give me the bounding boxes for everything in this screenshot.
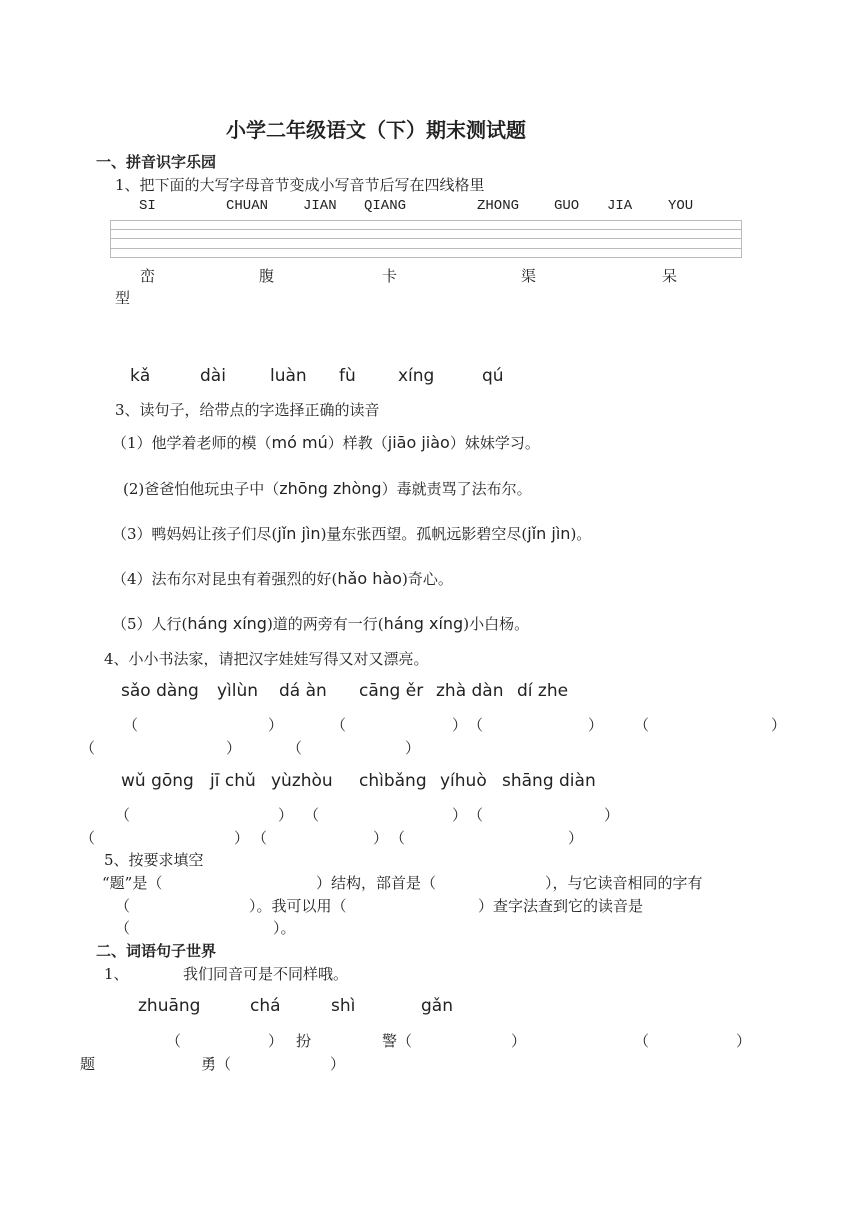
- pinyin-item: luàn: [270, 366, 307, 386]
- char-item: 卡: [382, 267, 398, 285]
- page-title: 小学二年级语文（下）期末测试题: [226, 118, 526, 142]
- pinyin-word: dí zhe: [517, 681, 569, 701]
- paren-open: （: [304, 806, 320, 824]
- paren-close: ）: [268, 716, 284, 734]
- section-heading-2: 二、词语句子世界: [96, 942, 217, 960]
- pinyin-word: sǎo dàng: [121, 681, 199, 701]
- word-char: 勇（: [201, 1055, 232, 1073]
- paren-close: ）: [511, 1032, 527, 1050]
- pinyin-word: wǔ gōng: [121, 771, 194, 791]
- letter-syllable: SI: [139, 198, 156, 214]
- grid-line: [111, 229, 741, 230]
- fill-line-2b: ）。我可以用（: [249, 897, 347, 915]
- char-item: 峦: [140, 267, 156, 285]
- pinyin-word: yíhuò: [440, 771, 487, 791]
- question-5-text: 5、按要求填空: [104, 851, 204, 869]
- paren-open: （: [123, 716, 139, 734]
- fill-line-2c: ）查字法查到它的读音是: [478, 897, 644, 915]
- pinyin-item: qú: [482, 366, 504, 386]
- paren-open: （: [331, 716, 347, 734]
- char-item: 腹: [259, 267, 275, 285]
- fill-line-3b: ）。: [273, 919, 296, 937]
- question-1-text: 1、把下面的大写字母音节变成小写音节后写在四线格里: [115, 176, 485, 194]
- sentence-item-4: （4）法布尔对昆虫有着强烈的好(hǎo hào)奇心。: [112, 569, 453, 588]
- question-3-text: 3、读句子，给带点的字选择正确的读音: [115, 401, 380, 419]
- question-number: 1、: [104, 965, 129, 983]
- pinyin-item: kǎ: [130, 366, 151, 386]
- char-item: 型: [115, 289, 131, 307]
- question-text: 我们同音可是不同样哦。: [183, 965, 349, 983]
- pinyin-word: yùzhòu: [271, 771, 333, 791]
- pinyin-word: zhà dàn: [436, 681, 504, 701]
- fill-line-1c: ），与它读音相同的字有: [545, 874, 703, 892]
- pinyin-item: gǎn: [421, 996, 453, 1016]
- paren-open: （: [252, 829, 268, 847]
- sentence-item-1: （1）他学着老师的模（mó mú）样教（jiāo jiào）妹妹学习。: [112, 433, 540, 452]
- paren-close: ）: [226, 739, 242, 757]
- paren-close: ）: [278, 806, 294, 824]
- paren-open: （: [80, 739, 96, 757]
- paren-close: ）: [330, 1055, 346, 1073]
- letter-syllable: GUO: [554, 198, 580, 214]
- paren-close: ）: [452, 806, 468, 824]
- paren-close: ）: [373, 829, 389, 847]
- word-char: 题: [80, 1055, 96, 1073]
- paren-open: （: [80, 829, 96, 847]
- letter-syllable: JIAN: [303, 198, 337, 214]
- pinyin-item: chá: [250, 996, 281, 1016]
- four-line-grid[interactable]: [110, 220, 742, 258]
- pinyin-word: shāng diàn: [502, 771, 596, 791]
- letter-syllable: CHUAN: [226, 198, 269, 214]
- paren-close: ）: [405, 739, 421, 757]
- letter-syllable: ZHONG: [477, 198, 520, 214]
- sentence-item-3: （3）鸭妈妈让孩子们尽(jǐn jìn)量东张西望。孤帆远影碧空尽(jǐn jìn)。: [112, 524, 592, 543]
- pinyin-word: chìbǎng: [359, 771, 427, 791]
- paren-open: （: [468, 806, 484, 824]
- char-item: 呆: [662, 267, 678, 285]
- paren-open: （: [634, 716, 650, 734]
- paren-open: （: [390, 829, 406, 847]
- section-heading-1: 一、拼音识字乐园: [96, 153, 217, 171]
- fill-line-2a: （: [115, 897, 131, 915]
- word-char: 扮: [296, 1032, 312, 1050]
- paren-open: （: [468, 716, 484, 734]
- pinyin-item: dài: [200, 366, 226, 386]
- pinyin-item: shì: [331, 996, 356, 1016]
- letter-syllable: JIA: [607, 198, 633, 214]
- question-4-text: 4、小小书法家，请把汉字娃娃写得又对又漂亮。: [104, 650, 429, 668]
- paren-close: ）: [268, 1032, 284, 1050]
- pinyin-item: zhuāng: [138, 996, 201, 1016]
- fill-line-3a: （: [115, 919, 131, 937]
- sentence-item-5: （5）人行(háng xíng)道的两旁有一行(háng xíng)小白杨。: [112, 614, 530, 633]
- paren-close: ）: [604, 806, 620, 824]
- char-item: 渠: [521, 267, 537, 285]
- paren-close: ）: [234, 829, 250, 847]
- letter-syllable: QIANG: [364, 198, 407, 214]
- word-char: 警（: [382, 1032, 413, 1050]
- grid-line: [111, 238, 741, 239]
- letter-syllable: YOU: [668, 198, 694, 214]
- paren-close: ）: [736, 1032, 752, 1050]
- fill-line-1b: ）结构，部首是（: [316, 874, 437, 892]
- pinyin-word: cāng ěr: [359, 681, 424, 701]
- paren-open: （: [166, 1032, 182, 1050]
- pinyin-word: jī chǔ: [210, 771, 256, 791]
- pinyin-word: dá àn: [279, 681, 327, 701]
- pinyin-word: yìlùn: [217, 681, 259, 701]
- paren-close: ）: [568, 829, 584, 847]
- pinyin-item: xíng: [398, 366, 435, 386]
- paren-open: （: [115, 806, 131, 824]
- paren-close: ）: [452, 716, 468, 734]
- paren-close: ）: [588, 716, 604, 734]
- fill-line-1a: “题”是（: [102, 874, 163, 892]
- paren-open: （: [287, 739, 303, 757]
- paren-close: ）: [771, 716, 787, 734]
- grid-line: [111, 248, 741, 249]
- pinyin-item: fù: [339, 366, 356, 386]
- sentence-item-2: (2)爸爸怕他玩虫子中（zhōng zhòng）毒就责骂了法布尔。: [123, 479, 532, 498]
- paren-open: （: [634, 1032, 650, 1050]
